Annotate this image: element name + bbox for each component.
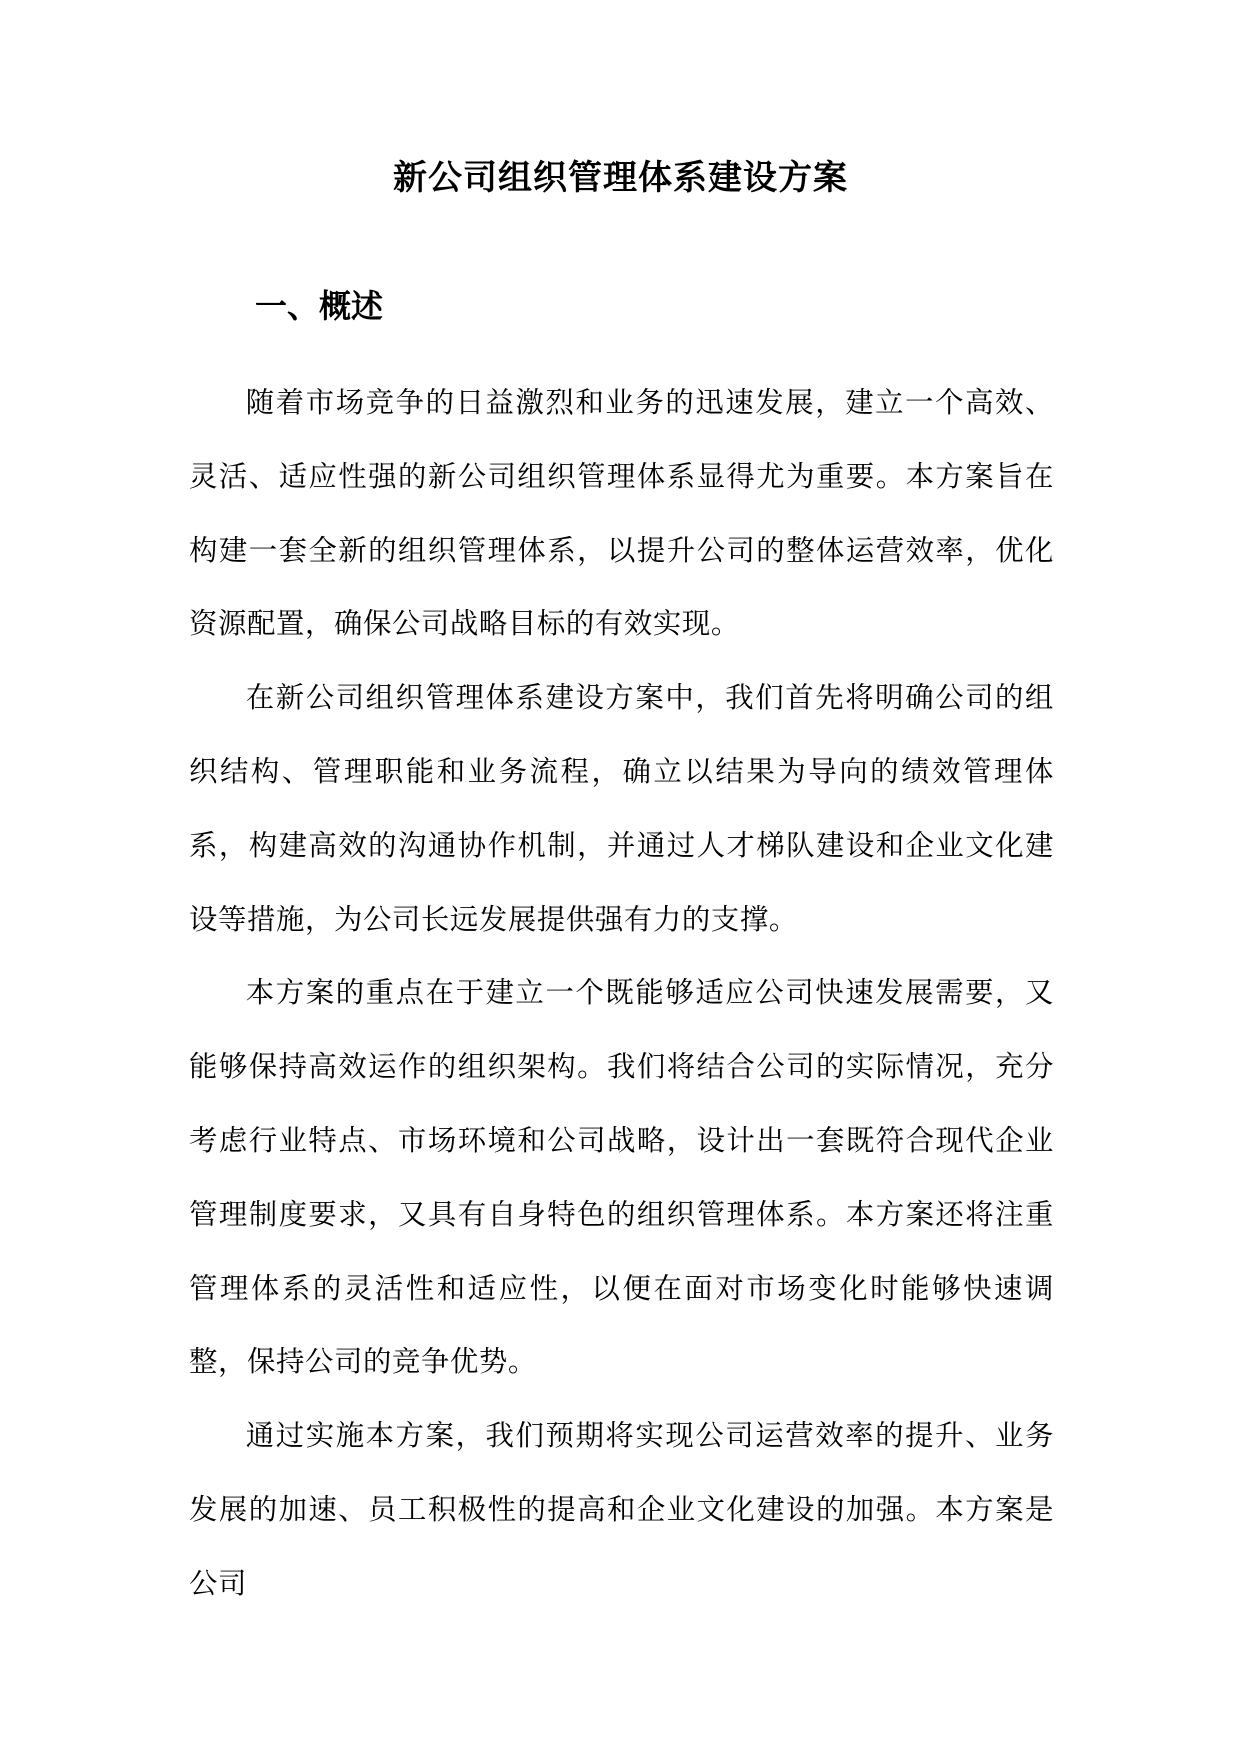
- body-text: [189, 366, 1054, 1621]
- section-heading-overview: 一、概述: [255, 287, 384, 325]
- paragraph-3: 本方案的重点在于建立一个既能够适应公司快速发展需要，又能够保持高效运作的组织架构。我们将结合公司的实际情况，充分考虑行业特点、市场环境和公司战略，设计出一套既符合现代企业管理制度要求，又具有自身特色的组织管理体系。本方案还将注重管理体系的灵活性和适应性，以便在面对市场变化时能够快速调整，保持公司的竞争优势。: [189, 976, 1054, 1379]
- paragraph-2: 在新公司组织管理体系建设方案中，我们首先将明确公司的组织结构、管理职能和业务流程，确立以结果为导向的绩效管理体系，构建高效的沟通协作机制，并通过人才梯队建设和企业文化建设等措施，为公司长远发展提供强有力的支撑。: [189, 681, 1054, 936]
- paragraph-4: 通过实施本方案，我们预期将实现公司运营效率的提升、业务发展的加速、员工积极性的提高和企业文化建设的加强。本方案是公司: [189, 1419, 1054, 1600]
- paragraph-1: 随着市场竞争的日益激烈和业务的迅速发展，建立一个高效、灵活、适应性强的新公司组织管理体系显得尤为重要。本方案旨在构建一套全新的组织管理体系，以提升公司的整体运营效率，优化资源配置，确保公司战略目标的有效实现。: [189, 386, 1054, 641]
- document-title: 新公司组织管理体系建设方案: [393, 158, 848, 198]
